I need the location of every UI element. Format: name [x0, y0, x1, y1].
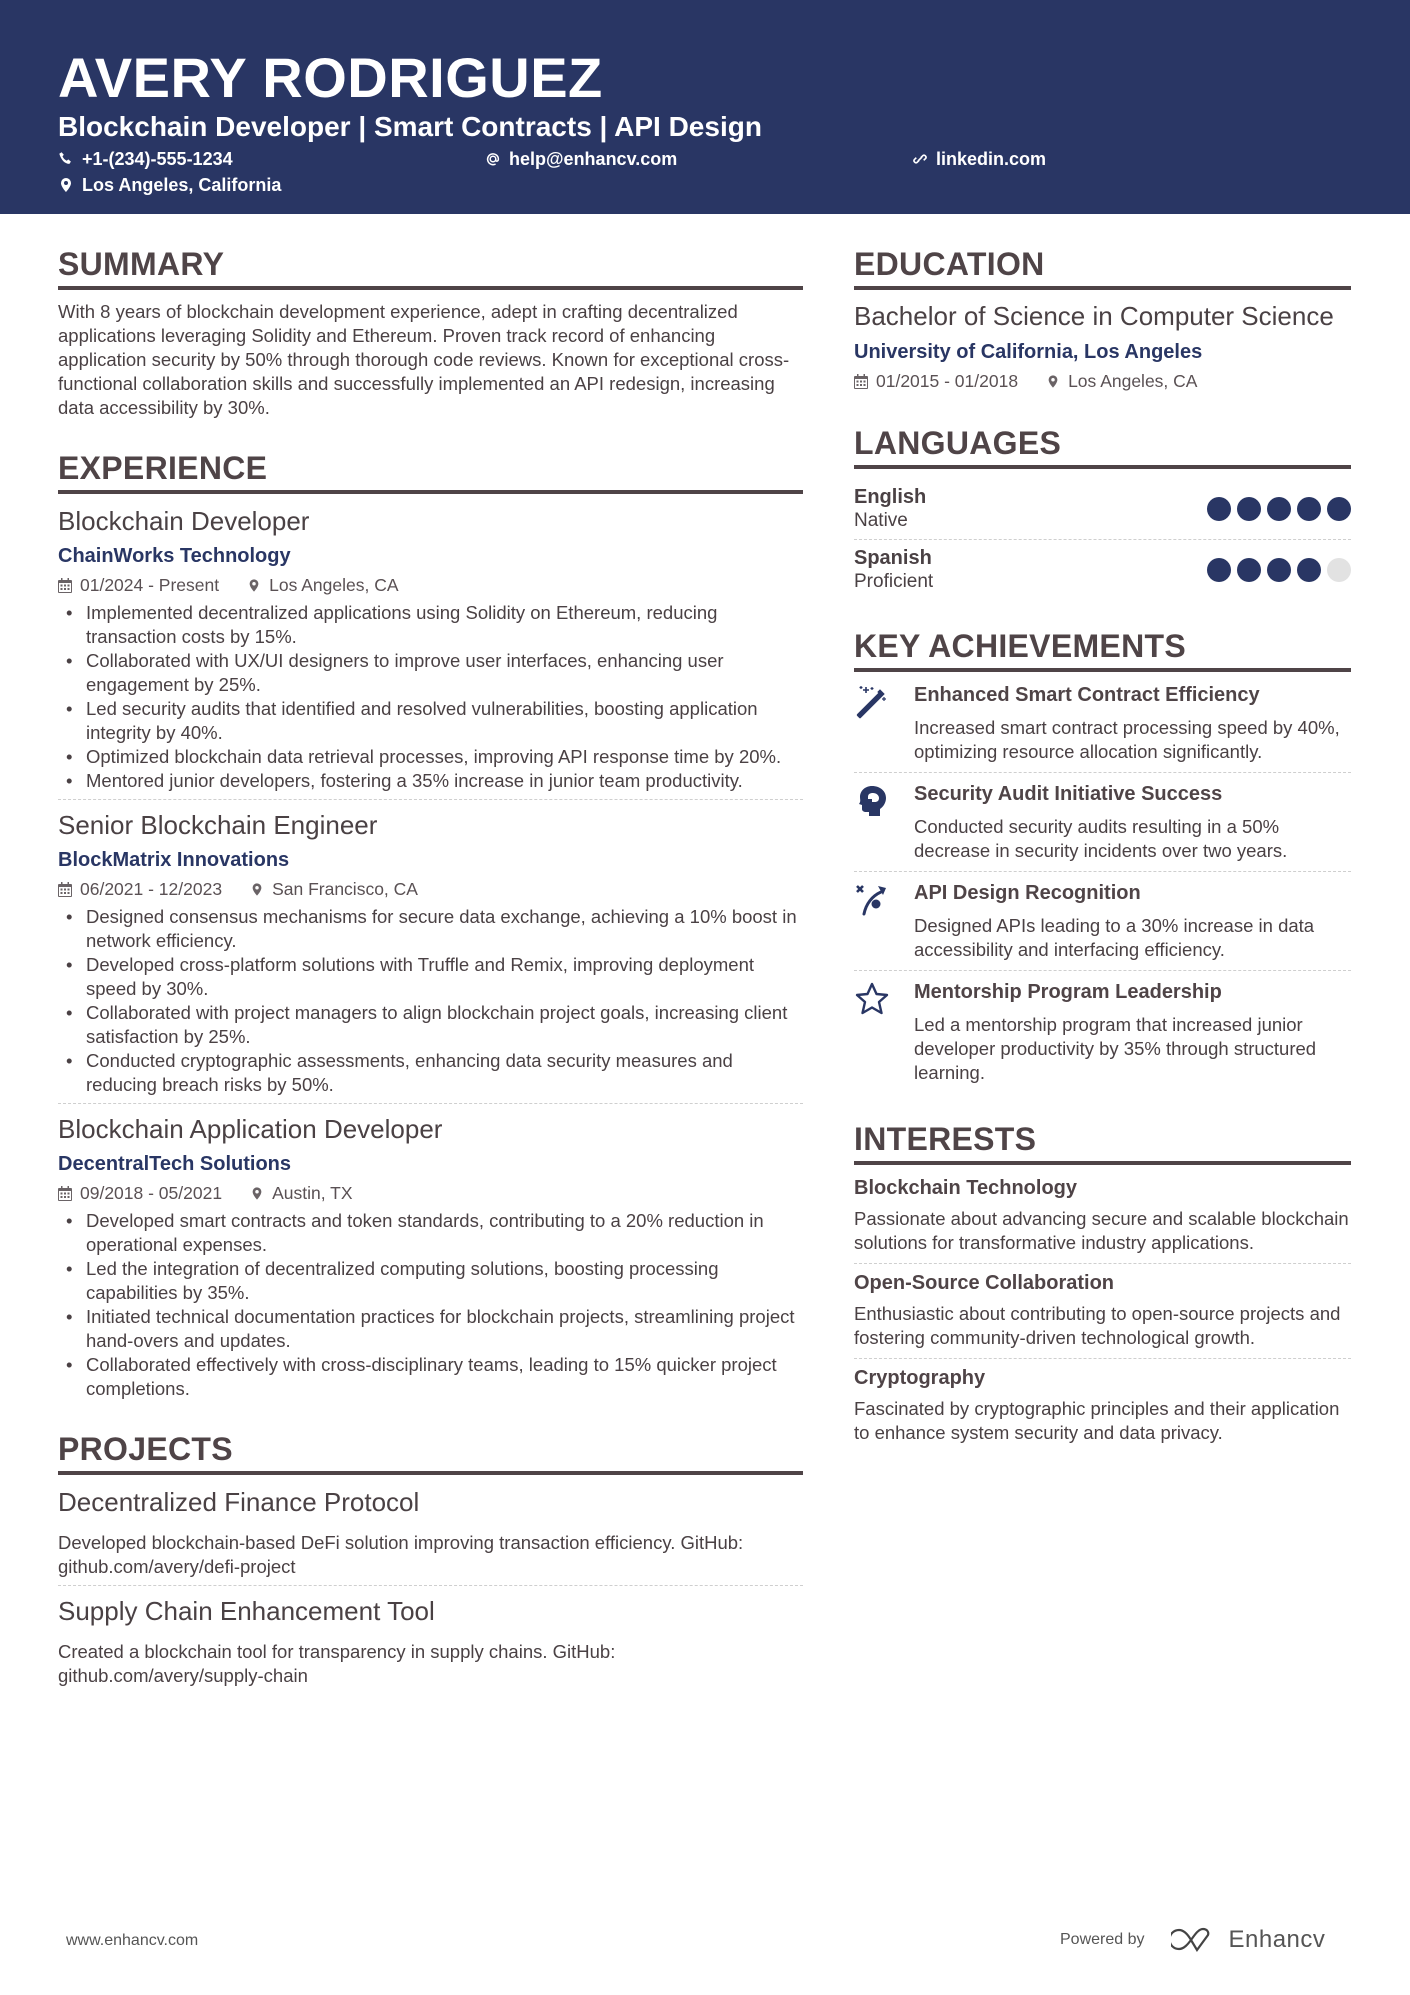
project-title: Supply Chain Enhancement Tool [58, 1596, 435, 1626]
interest-description: Passionate about advancing secure and scalable blockchain solutions for transformative industry applications. [854, 1208, 1349, 1253]
dates-text: 06/2021 - 12/2023 [80, 879, 223, 899]
education-section [854, 244, 1351, 393]
section-title-experience: EXPERIENCE [58, 450, 268, 486]
map-pin-icon [250, 1186, 264, 1201]
section-divider [854, 1161, 1351, 1165]
bullet-item: • Optimized blockchain data retrieval processes, improving API response time by 20%. [58, 745, 803, 769]
resume-header [0, 0, 1410, 214]
job-location [250, 877, 418, 901]
experience-entry [58, 808, 803, 1104]
language-rating [1207, 558, 1351, 582]
job-title: Blockchain Developer [58, 506, 310, 536]
contact-email[interactable] [485, 148, 677, 170]
rating-dot-filled [1297, 497, 1321, 521]
achievement-title: API Design Recognition [914, 882, 1141, 904]
job-dates [58, 573, 219, 597]
rating-dot-filled [1267, 497, 1291, 521]
language-name: Spanish [854, 547, 932, 569]
achievement-description: Increased smart contract processing speed by 40%, optimizing resource allocation significantly. [914, 717, 1340, 762]
achievement-item [854, 872, 1351, 971]
summary-section [58, 244, 803, 420]
linkedin-link[interactable]: linkedin.com [936, 149, 1047, 169]
head-brain-icon [854, 783, 890, 819]
section-title-interests: INTERESTS [854, 1121, 1037, 1157]
job-title: Blockchain Application Developer [58, 1114, 443, 1144]
company-name: BlockMatrix Innovations [58, 849, 290, 871]
dates-text: 09/2018 - 05/2021 [80, 1183, 223, 1203]
bullet-item: • Designed consensus mechanisms for secure data exchange, achieving a 10% boost in network efficiency. [58, 905, 803, 953]
footer-website-link[interactable]: www.enhancv.com [66, 1932, 199, 1949]
degree-title: Bachelor of Science in Computer Science [854, 301, 1334, 331]
bullet-item: • Collaborated with project managers to align blockchain project goals, increasing client satisfaction by 25%. [58, 1001, 803, 1049]
experience-entry [58, 1112, 803, 1407]
dates-text: 01/2024 - Present [80, 575, 220, 595]
rating-dot-filled [1297, 558, 1321, 582]
strategy-play-icon [854, 882, 890, 918]
achievement-title: Enhanced Smart Contract Efficiency [914, 684, 1260, 706]
rating-dot-filled [1237, 497, 1261, 521]
rating-dot-filled [1267, 558, 1291, 582]
rating-dot-filled [1207, 497, 1231, 521]
contact-location [58, 174, 281, 196]
phone-text: +1-(234)-555-1234 [82, 149, 233, 169]
phone-icon [58, 151, 74, 167]
calendar-icon [58, 578, 72, 593]
location-text: Los Angeles, CA [269, 575, 399, 595]
school-name: University of California, Los Angeles [854, 341, 1203, 363]
job-location [250, 1181, 352, 1205]
achievement-title: Security Audit Initiative Success [914, 783, 1223, 805]
job-meta [58, 877, 803, 901]
achievement-description: Designed APIs leading to a 30% increase in data accessibility and interfacing efficiency. [914, 915, 1315, 960]
rating-dot-filled [1207, 558, 1231, 582]
map-pin-icon [58, 177, 74, 193]
enhancv-logo-icon [1171, 1927, 1217, 1953]
section-divider [854, 668, 1351, 672]
interest-item [854, 1169, 1351, 1264]
education-meta [854, 369, 1351, 393]
footer-branding [1060, 1926, 1325, 1954]
map-pin-icon [250, 882, 264, 897]
at-icon [485, 151, 501, 167]
contact-phone [58, 148, 233, 170]
company-name: ChainWorks Technology [58, 545, 291, 567]
interest-description: Enthusiastic about contributing to open-source projects and fostering community-driven technological growth. [854, 1303, 1341, 1348]
education-dates [854, 369, 1018, 393]
contact-linkedin[interactable] [912, 148, 1046, 170]
project-description: Developed blockchain-based DeFi solution improving transaction efficiency. GitHub: github.com/avery/defi-project [58, 1532, 744, 1577]
magic-wand-icon [854, 684, 890, 720]
bullet-item: • Initiated technical documentation practices for blockchain projects, streamlining project hand-overs and updates. [58, 1305, 803, 1353]
achievement-description: Conducted security audits resulting in a 50% decrease in security incidents over two years. [914, 816, 1288, 861]
candidate-headline: Blockchain Developer | Smart Contracts | API Design [58, 111, 762, 142]
section-divider [58, 1471, 803, 1475]
right-column [854, 244, 1351, 1483]
experience-entry [58, 504, 803, 800]
bullet-item: • Led the integration of decentralized computing solutions, boosting processing capabilities by 35%. [58, 1257, 803, 1305]
calendar-icon [58, 1186, 72, 1201]
section-title-education: EDUCATION [854, 246, 1045, 282]
section-divider [58, 490, 803, 494]
interest-title: Open-Source Collaboration [854, 1272, 1115, 1294]
section-title-projects: PROJECTS [58, 1431, 233, 1467]
project-title: Decentralized Finance Protocol [58, 1487, 420, 1517]
bullet-item: • Collaborated with UX/UI designers to improve user interfaces, enhancing user engagement by 25%. [58, 649, 803, 697]
project-description: Created a blockchain tool for transparency in supply chains. GitHub: github.com/avery/supply-chain [58, 1641, 616, 1686]
job-bullets [58, 905, 803, 1097]
job-bullets [58, 601, 803, 793]
left-column [58, 244, 803, 1724]
bullet-item: • Developed smart contracts and token standards, contributing to a 20% reduction in operational expenses. [58, 1209, 803, 1257]
bullet-item: • Mentored junior developers, fostering a 35% increase in junior team productivity. [58, 769, 803, 793]
job-meta [58, 1181, 803, 1205]
section-title-summary: SUMMARY [58, 246, 225, 282]
section-divider [854, 286, 1351, 290]
email-link[interactable]: help@enhancv.com [509, 149, 678, 169]
job-location [247, 573, 398, 597]
enhancv-logo[interactable] [1171, 1926, 1326, 1954]
bullet-item: • Led security audits that identified and resolved vulnerabilities, boosting application integrity by 40%. [58, 697, 803, 745]
experience-section [58, 448, 803, 1407]
section-divider [58, 286, 803, 290]
rating-dot-filled [1327, 497, 1351, 521]
interests-section [854, 1119, 1351, 1453]
rating-dot-empty [1327, 558, 1351, 582]
calendar-icon [58, 882, 72, 897]
project-entry [58, 1594, 803, 1694]
achievement-item [854, 674, 1351, 773]
education-location [1046, 369, 1197, 393]
language-name: English [854, 486, 927, 508]
language-item [854, 540, 1351, 600]
company-name: DecentralTech Solutions [58, 1153, 292, 1175]
language-rating [1207, 497, 1351, 521]
powered-by-label: Powered by [1060, 1931, 1145, 1948]
map-pin-icon [1046, 374, 1060, 389]
location-text: Austin, TX [272, 1183, 353, 1203]
project-entry [58, 1485, 803, 1586]
candidate-name: AVERY RODRIGUEZ [58, 46, 603, 109]
language-item [854, 479, 1351, 540]
map-pin-icon [247, 578, 261, 593]
job-bullets [58, 1209, 803, 1401]
job-dates [58, 877, 222, 901]
projects-section [58, 1429, 803, 1694]
bullet-item: • Conducted cryptographic assessments, enhancing data security measures and reducing breach risks by 50%. [58, 1049, 803, 1097]
calendar-icon [854, 374, 868, 389]
interest-description: Fascinated by cryptographic principles and their application to enhance system security and data privacy. [854, 1398, 1340, 1443]
section-title-achievements: KEY ACHIEVEMENTS [854, 628, 1186, 664]
achievement-description: Led a mentorship program that increased junior developer productivity by 35% through structured learning. [914, 1014, 1317, 1083]
achievement-title: Mentorship Program Leadership [914, 981, 1222, 1003]
achievement-item [854, 773, 1351, 872]
bullet-item: • Developed cross-platform solutions with Truffle and Remix, improving deployment speed by 30%. [58, 953, 803, 1001]
section-divider [854, 465, 1351, 469]
star-icon [854, 981, 890, 1017]
location-text: San Francisco, CA [272, 879, 418, 899]
interest-title: Blockchain Technology [854, 1177, 1077, 1199]
section-title-languages: LANGUAGES [854, 425, 1062, 461]
interest-item [854, 1264, 1351, 1359]
bullet-item: • Collaborated effectively with cross-disciplinary teams, leading to 15% quicker project completions. [58, 1353, 803, 1401]
job-title: Senior Blockchain Engineer [58, 810, 378, 840]
interest-item [854, 1359, 1351, 1453]
achievements-section [854, 626, 1351, 1093]
language-level: Native [854, 510, 908, 531]
rating-dot-filled [1237, 558, 1261, 582]
job-meta [58, 573, 803, 597]
link-icon [912, 151, 928, 167]
location-text: Los Angeles, CA [1068, 371, 1198, 391]
summary-text: With 8 years of blockchain development experience, adept in crafting decentralized applications leveraging Solidity and Ethereum. Proven track record of enhancing application security by 50% through thorough code reviews. Known for exceptional cross-functional collaboration skills and successfully implemented an API redesign, increasing data accessibility by 30%. [58, 301, 790, 418]
dates-text: 01/2015 - 01/2018 [876, 371, 1019, 391]
brand-name: Enhancv [1228, 1926, 1326, 1953]
bullet-item: • Implemented decentralized applications using Solidity on Ethereum, reducing transaction costs by 15%. [58, 601, 803, 649]
location-text: Los Angeles, California [82, 175, 282, 195]
language-level: Proficient [854, 571, 934, 592]
job-dates [58, 1181, 222, 1205]
achievement-item [854, 971, 1351, 1093]
languages-section [854, 423, 1351, 600]
interest-title: Cryptography [854, 1367, 986, 1389]
